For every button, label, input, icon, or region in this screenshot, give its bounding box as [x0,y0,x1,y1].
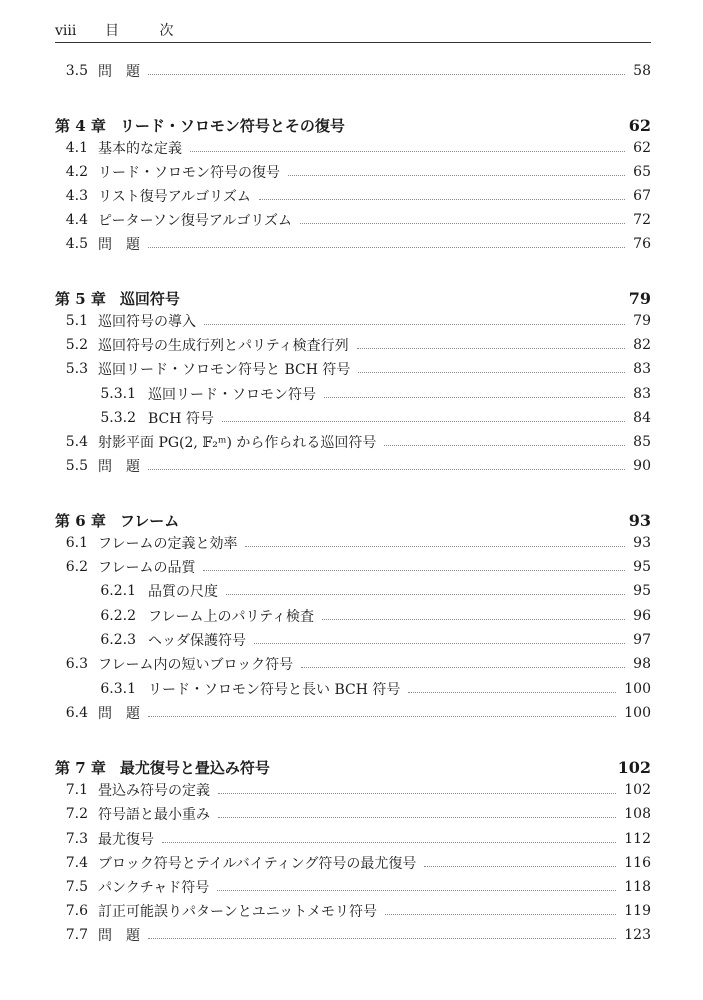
section-title: 品質の尺度 [148,584,218,600]
section-title: リード・ソロモン符号と長い BCH 符号 [148,682,401,698]
toc-section-entry[interactable] [0,309,703,333]
header-title: 目 次 [105,23,192,39]
section-title: リード・ソロモン符号の復号 [98,165,280,181]
section-title: 問 題 [98,928,140,944]
section-number: 4.1 [65,140,88,156]
section-number: 5.4 [65,434,88,450]
dot-leader [148,73,625,75]
toc-section-entry[interactable] [0,430,703,454]
section-title: フレーム上のパリティ検査 [148,609,315,625]
chapter-page: 79 [628,288,651,308]
dot-leader [324,396,625,398]
toc-section-entry[interactable] [0,59,703,83]
toc-section-entry[interactable] [0,357,703,381]
toc-chapter-entry[interactable] [0,112,703,138]
section-title: リスト復号アルゴリズム [98,189,251,205]
dot-leader [203,569,625,571]
section-number: 7.4 [65,855,88,871]
section-number: 4.5 [65,236,88,252]
section-page: 123 [624,927,651,943]
chapter-page: 62 [628,115,651,135]
section-title: 巡回リード・ソロモン符号 [148,387,316,403]
dot-leader [385,913,616,915]
chapter-title: 巡回符号 [119,289,180,308]
section-title: 問 題 [98,237,140,253]
section-title: 射影平面 PG(2, 𝔽₂ᵐ) から作られる巡回符号 [98,435,377,451]
section-page: 93 [633,535,651,551]
section-number: 7.2 [65,806,88,822]
dot-leader [408,691,616,693]
toc-chapter-entry[interactable] [0,754,703,780]
section-title: 符号語と最小重み [98,807,210,823]
section-number: 6.2.3 [100,632,136,648]
toc-section-entry[interactable] [0,875,703,899]
section-page: 72 [633,212,651,228]
toc-section-entry[interactable] [0,333,703,357]
section-page: 116 [624,855,651,871]
running-header [55,22,651,43]
section-number: 5.3.2 [100,410,136,426]
section-title: 畳込み符号の定義 [98,783,210,799]
section-page: 90 [633,458,651,474]
toc-section-entry[interactable] [0,184,703,208]
toc-subsection-entry[interactable] [0,628,703,652]
section-page: 100 [624,705,651,721]
section-page: 97 [633,632,651,648]
toc-section-entry[interactable] [0,923,703,947]
section-number: 5.5 [65,458,88,474]
dot-leader [162,841,616,843]
dot-leader [384,444,625,446]
dot-leader [358,371,625,373]
toc-chapter-entry[interactable] [0,507,703,533]
section-page: 62 [633,140,651,156]
section-number: 6.1 [65,535,88,551]
section-title: 巡回符号の導入 [98,314,196,330]
dot-leader [322,618,625,620]
dot-leader [254,642,625,644]
dot-leader [259,198,625,200]
section-page: 83 [633,361,651,377]
section-page: 118 [624,879,651,895]
dot-leader [357,347,626,349]
section-page: 108 [624,806,651,822]
section-title: ヘッダ保護符号 [148,633,246,649]
toc-section-entry[interactable] [0,899,703,923]
section-number: 5.1 [65,313,88,329]
section-number: 4.4 [65,212,88,228]
section-title: パンクチャド符号 [98,880,210,896]
section-number: 4.2 [65,164,88,180]
section-number: 7.5 [65,879,88,895]
section-page: 58 [633,63,651,79]
section-title: フレームの定義と効率 [98,536,238,552]
section-title: フレームの品質 [98,560,196,576]
section-title: 問 題 [98,706,140,722]
dot-leader [148,468,625,470]
section-title: ブロック符号とテイルバイティング符号の最尤復号 [98,856,417,872]
section-number: 4.3 [65,188,88,204]
dot-leader [301,666,625,668]
section-title: 基本的な定義 [98,141,182,157]
section-page: 98 [633,656,651,672]
section-title: ピーターソン復号アルゴリズム [98,213,293,229]
section-number: 6.3 [65,656,88,672]
dot-leader [245,545,625,547]
toc-chapter-entry[interactable] [0,285,703,311]
section-number: 5.2 [65,337,88,353]
section-number: 7.7 [65,927,88,943]
toc-section-entry[interactable] [0,652,703,676]
toc-subsection-entry[interactable] [0,604,703,628]
section-title: 問 題 [98,64,140,80]
section-page: 79 [633,313,651,329]
section-title: BCH 符号 [148,411,214,427]
section-page: 82 [633,337,651,353]
dot-leader [218,816,616,818]
section-title: 最尤復号 [98,832,154,848]
section-page: 95 [633,583,651,599]
toc-section-entry[interactable] [0,232,703,256]
section-title: フレーム内の短いブロック符号 [98,657,294,673]
chapter-page: 93 [628,510,651,530]
section-page: 76 [633,236,651,252]
section-number: 7.3 [65,831,88,847]
toc-section-entry[interactable] [0,531,703,555]
toc-section-entry[interactable] [0,827,703,851]
toc-section-entry[interactable] [0,701,703,725]
toc-subsection-entry[interactable] [0,406,703,430]
toc-subsection-entry[interactable] [0,677,703,701]
section-title: 訂正可能誤りパターンとユニットメモリ符号 [98,904,378,920]
section-page: 83 [633,386,651,402]
toc-section-entry[interactable] [0,208,703,232]
section-page: 119 [624,903,651,919]
page-folio: viii [55,23,77,39]
chapter-title: リード・ソロモン符号とその復号 [119,116,345,135]
section-number: 5.3.1 [100,386,136,402]
section-page: 67 [633,188,651,204]
section-number: 7.6 [65,903,88,919]
section-title: 巡回符号の生成行列とパリティ検査行列 [98,338,349,354]
section-number: 6.4 [65,705,88,721]
section-number: 3.5 [65,63,88,79]
toc-section-entry[interactable] [0,160,703,184]
dot-leader [424,865,616,867]
chapter-title: フレーム [119,511,180,530]
toc-section-entry[interactable] [0,802,703,826]
section-page: 85 [633,434,651,450]
toc-section-entry[interactable] [0,851,703,875]
section-page: 102 [624,782,651,798]
section-number: 7.1 [65,782,88,798]
toc-section-entry[interactable] [0,454,703,478]
section-page: 100 [624,681,651,697]
dot-leader [148,937,616,939]
section-title: 巡回リード・ソロモン符号と BCH 符号 [98,362,351,378]
dot-leader [300,222,625,224]
dot-leader [222,420,625,422]
section-page: 95 [633,559,651,575]
section-title: 問 題 [98,459,140,475]
toc-subsection-entry[interactable] [0,579,703,603]
chapter-number: 第 7 章 [55,758,106,777]
toc-section-entry[interactable] [0,136,703,160]
chapter-title: 最尤復号と畳込み符号 [119,758,270,777]
chapter-number: 第 5 章 [55,289,106,308]
section-page: 96 [633,608,651,624]
section-page: 112 [624,831,651,847]
section-number: 5.3 [65,361,88,377]
dot-leader [190,150,625,152]
dot-leader [148,715,616,717]
section-page: 65 [633,164,651,180]
dot-leader [217,889,616,891]
chapter-number: 第 6 章 [55,511,106,530]
dot-leader [204,323,625,325]
toc-subsection-entry[interactable] [0,382,703,406]
dot-leader [226,593,625,595]
toc-section-entry[interactable] [0,555,703,579]
section-number: 6.2.2 [100,608,136,624]
toc-section-entry[interactable] [0,778,703,802]
chapter-number: 第 4 章 [55,116,106,135]
section-number: 6.3.1 [100,681,136,697]
chapter-page: 102 [617,757,651,777]
dot-leader [218,792,616,794]
dot-leader [288,174,625,176]
section-number: 6.2 [65,559,88,575]
dot-leader [148,246,625,248]
section-page: 84 [633,410,651,426]
section-number: 6.2.1 [100,583,136,599]
